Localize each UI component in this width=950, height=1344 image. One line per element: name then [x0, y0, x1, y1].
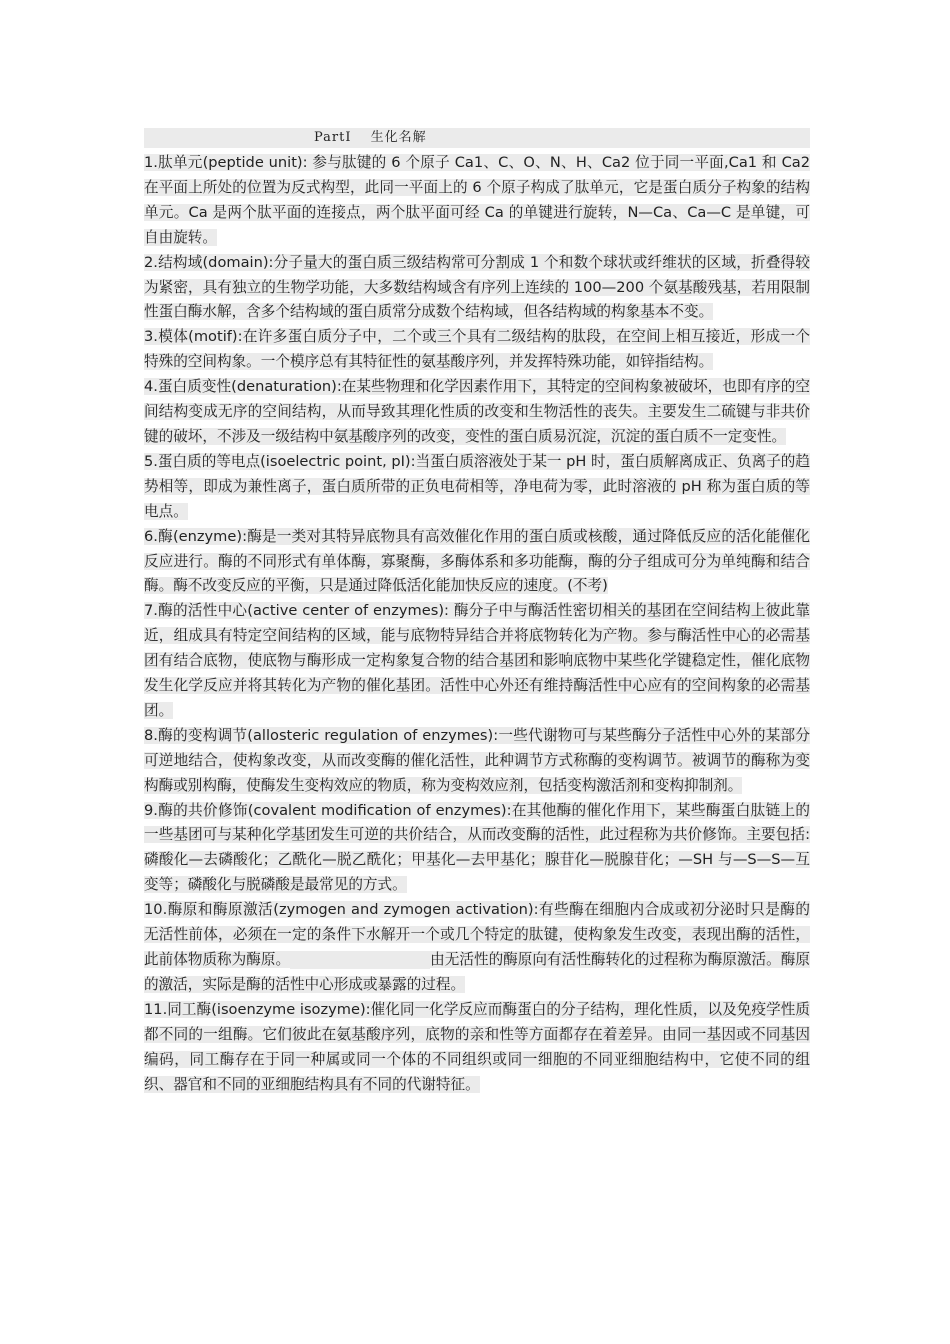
definition-entry — [144, 898, 810, 998]
definition-text: 4.蛋白质变性(denaturation):在某些物理和化学因素作用下，其特定的空间构象被破坏，也即有序的空间结构变成无序的空间结构，从而导致其理化性质的改变和生物活性的丧失。主要发生二硫键与非共价键的破坏，不涉及一级结构中氨基酸序列的改变，变性的蛋白质易沉淀，沉淀的蛋白质不一定变性。 — [144, 378, 810, 445]
definition-entry — [144, 151, 810, 251]
definition-text: 9.酶的共价修饰(covalent modification of enzymes):在其他酶的催化作用下，某些酶蛋白肽链上的一些基团可与某种化学基团发生可逆的共价结合，从而改变酶的活性，此过程称为共价修饰。主要包括:磷酸化—去磷酸化；乙酰化—脱乙酰化；甲基化—去甲基化；腺苷化—脱腺苷化；—SH 与—S—S—互变等；磷酸化与脱磷酸是最常见的方式。 — [144, 801, 810, 894]
definition-text: 8.酶的变构调节(allosteric regulation of enzymes):一些代谢物可与某些酶分子活性中心外的某部分可逆地结合，使构象改变，从而改变酶的催化活性，此种调节方式称酶的变构调节。被调节的酶称为变构酶或别构酶，使酶发生变构效应的物质，称为变构效应剂，包括变构激活剂和变构抑制剂。 — [144, 726, 810, 794]
definition-text: 2.结构域(domain):分子量大的蛋白质三级结构常可分割成 1 个和数个球状或纤维状的区域，折叠得较为紧密，具有独立的生物学功能，大多数结构域含有序列上连续的 100—200 个氨基酸残基，若用限制性蛋白酶水解，含多个结构域的蛋白质常分成数个结构域，但各结构域的构象基本不变。 — [144, 253, 810, 321]
definition-text: 1.肽单元(peptide unit): 参与肽键的 6 个原子 Ca1、C、O、N、H、Ca2 位于同一平面,Ca1 和 Ca2 在平面上所处的位置为反式构型，此同一平面上的 6 个原子构成了肽单元，它是蛋白质分子构象的结构单元。Ca 是两个肽平面的连接点，两个肽平面可经 Ca 的单键进行旋转，N—Ca、Ca—C 是单键，可自由旋转。 — [144, 154, 810, 246]
definition-entry — [144, 251, 810, 326]
definition-text: 10.酶原和酶原激活(zymogen and zymogen activation):有些酶在细胞内合成或初分泌时只是酶的无活性前体，必须在一定的条件下水解开一个或几个特定的肽键，使构象发生改变，表现出酶的活性，此前体物质称为酶原。 — [144, 901, 810, 968]
definition-text: 6.酶(enzyme):酶是一类对其特异底物具有高效催化作用的蛋白质或核酸，通过降低反应的活化能催化反应进行。酶的不同形式有单体酶，寡聚酶，多酶体系和多功能酶，酶的分子组成可分为单纯酶和结合酶。酶不改变反应的平衡，只是通过降低活化能加快反应的速度。(不考) — [144, 527, 810, 595]
definition-text: 7.酶的活性中心(active center of enzymes): 酶分子中与酶活性密切相关的基团在空间结构上彼此靠近，组成具有特定空间结构的区域，能与底物特异结合并将底物转化为产物。参与酶活性中心的必需基团有结合底物，使底物与酶形成一定构象复合物的结合基团和影响底物中某些化学键稳定性，催化底物发生化学反应并将其转化为产物的催化基团。活性中心外还有维持酶活性中心应有的空间构象的必需基团。 — [144, 602, 810, 719]
definition-entry — [144, 325, 810, 375]
definition-entry — [144, 450, 810, 525]
document-page — [144, 128, 810, 1097]
definition-entry — [144, 724, 810, 799]
page-title: PartI 生化名解 — [144, 128, 810, 148]
definition-entry — [144, 998, 810, 1098]
definition-text-continued: 由无活性的酶原向有活性酶转化的过程称为酶原激活。酶原的激活，实际是酶的活性中心形成或暴露的过程。 — [144, 951, 810, 993]
definition-text: 11.同工酶(isoenzyme isozyme):催化同一化学反应而酶蛋白的分子结构，理化性质，以及免疫学性质都不同的一组酶。它们彼此在氨基酸序列，底物的亲和性等方面都存在着差异。由同一基因或不同基因编码，同工酶存在于同一种属或同一个体的不同组织或同一细胞的不同亚细胞结构中，它使不同的组织、器官和不同的亚细胞结构具有不同的代谢特征。 — [144, 1000, 810, 1093]
definition-entry — [144, 799, 810, 899]
definition-entry — [144, 525, 810, 600]
definition-entry — [144, 599, 810, 724]
definition-text: 5.蛋白质的等电点(isoelectric point, pI):当蛋白质溶液处于某一 pH 时，蛋白质解离成正、负离子的趋势相等，即成为兼性离子，蛋白质所带的正负电荷相等，净电荷为零，此时溶液的 pH 称为蛋白质的等电点。 — [144, 452, 810, 520]
blank-gap — [290, 951, 430, 969]
definition-entry — [144, 375, 810, 450]
definition-text: 3.模体(motif):在许多蛋白质分子中，二个或三个具有二级结构的肽段，在空间上相互接近，形成一个特殊的空间构象。一个模序总有其特征性的氨基酸序列，并发挥特殊功能，如锌指结构。 — [144, 328, 810, 371]
